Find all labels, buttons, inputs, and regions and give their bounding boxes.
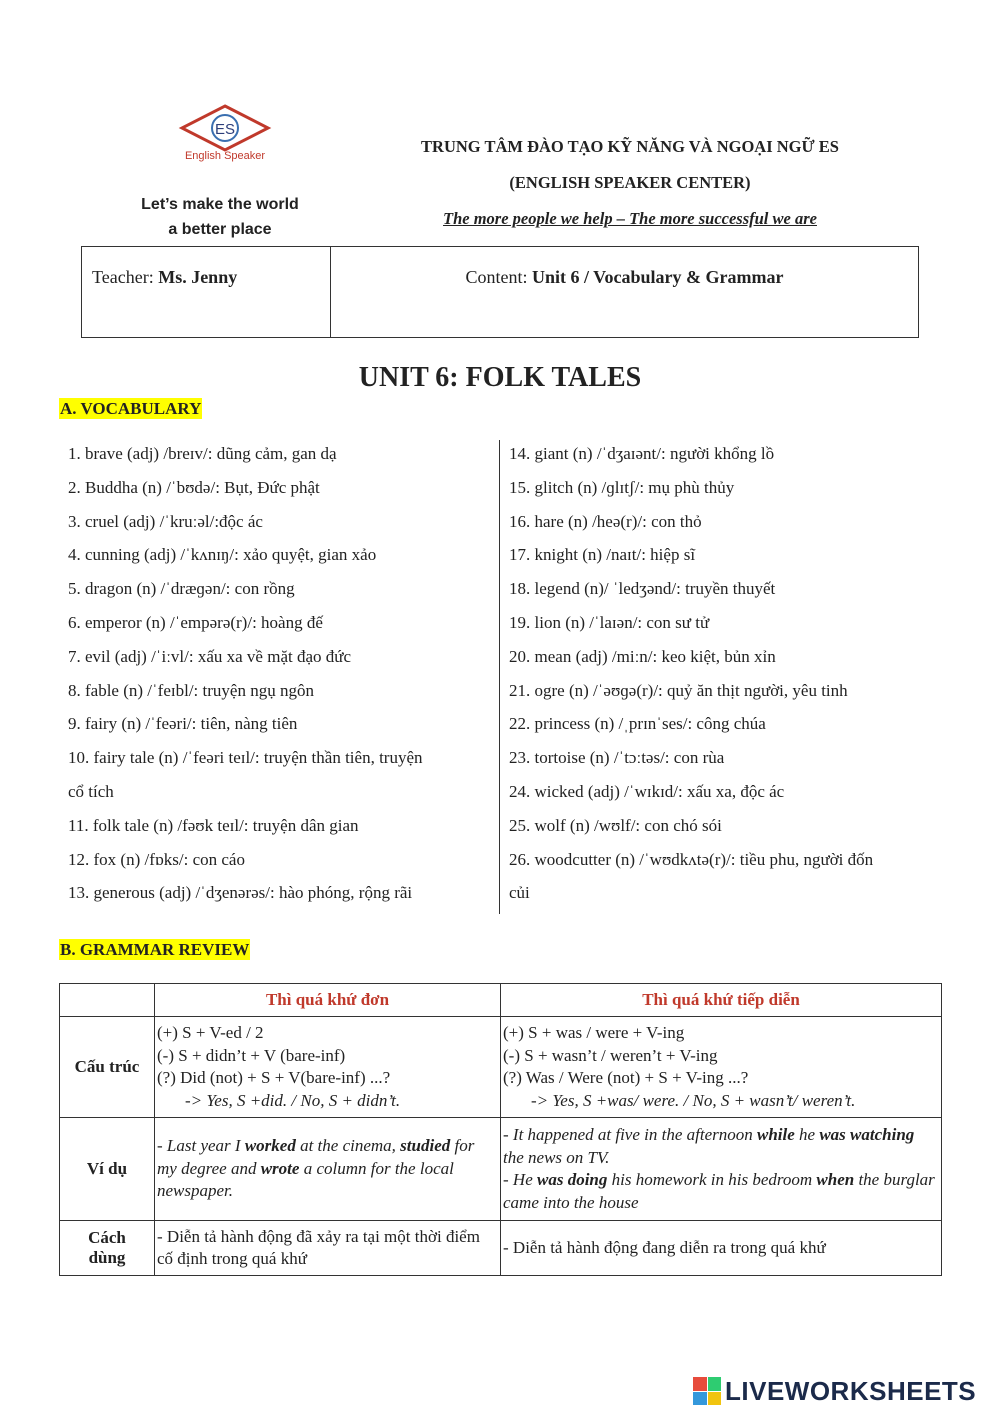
vocab-item: 12. fox (n) /fɒks/: con cáo (68, 849, 245, 869)
vocab-item: 20. mean (adj) /miːn/: keo kiệt, bủn xỉn (509, 646, 776, 666)
vocab-item: 17. knight (n) /naɪt/: hiệp sĩ (509, 545, 696, 565)
vocab-item: 4. cunning (adj) /ˈkʌnɪŋ/: xảo quyệt, gian xảo (68, 545, 377, 565)
vocab-item: 7. evil (adj) /ˈiːvl/: xấu xa về mặt đạo đức (68, 646, 352, 666)
content-cell (331, 247, 918, 337)
vocab-item: 24. wicked (adj) /ˈwɪkɪd/: xấu xa, độc ác (509, 781, 785, 801)
content-label: Content: (465, 267, 532, 287)
vocab-item: 10. fairy tale (n) /ˈfeəri teɪl/: truyện thần tiên, truyện (68, 748, 423, 768)
past-continuous-usage: - Diễn tả hành động đang diễn ra trong quá khứ (501, 1221, 942, 1276)
example-text: the burglar came into the house (503, 1170, 935, 1212)
example-row (60, 1118, 942, 1221)
example-verb: when (816, 1170, 855, 1189)
logo-square (708, 1392, 722, 1406)
logo-mark: ES (214, 121, 236, 138)
past-continuous-example (501, 1118, 942, 1221)
structure-line: (+) S + was / were + V-ing (503, 1023, 685, 1042)
teacher-cell (82, 247, 331, 337)
liveworksheets-watermark (693, 1375, 976, 1407)
structure-line: -> Yes, S +was/ were. / No, S + wasn’t/ weren’t. (531, 1090, 856, 1110)
motto: The more people we help – The more successful we are (443, 209, 817, 228)
example-text: - He (503, 1170, 537, 1189)
example-verb: wrote (260, 1158, 300, 1178)
vocab-item: 2. Buddha (n) /ˈbʊdə/: Bụt, Đức phật (68, 477, 320, 497)
grammar-heading: B. GRAMMAR REVIEW (60, 940, 250, 959)
logo-square (693, 1377, 707, 1391)
usage-row (60, 1221, 942, 1276)
vocab-item: 18. legend (n)/ ˈledʒənd/: truyền thuyết (509, 579, 776, 599)
liveworksheets-text: LIVEWORKSHEETS (725, 1375, 977, 1406)
example-text: his homework in his bedroom (607, 1170, 817, 1189)
structure-label: Cấu trúc (60, 1017, 155, 1118)
vocabulary-heading: A. VOCABULARY (60, 399, 202, 418)
structure-line: (?) Was / Were (not) + S + V-ing ...? (503, 1068, 749, 1087)
example-text: - Last year I (157, 1136, 245, 1156)
vocab-item: củi (509, 883, 530, 903)
slogan-line-1: Let’s make the world (141, 196, 299, 213)
past-continuous-structure (501, 1017, 942, 1118)
teacher-name: Ms. Jenny (158, 267, 238, 287)
example-text: the news on TV. (503, 1147, 610, 1167)
structure-line: (?) Did (not) + S + V(bare-inf) ...? (157, 1068, 391, 1087)
vocab-item: 23. tortoise (n) /ˈtɔːtəs/: con rùa (509, 748, 725, 768)
structure-line: (-) S + didn’t + V (bare-inf) (157, 1045, 346, 1065)
example-text: - It happened at five in the afternoon (503, 1125, 757, 1144)
slogan (110, 192, 330, 242)
center-name: TRUNG TÂM ĐÀO TẠO KỸ NĂNG VÀ NGOẠI NGỮ ES (421, 137, 839, 156)
logo-square (693, 1392, 707, 1406)
vocab-list-right (509, 437, 939, 910)
vocab-item: 19. lion (n) /ˈlaɪən/: con sư tử (509, 612, 710, 632)
grammar-header-row (60, 984, 942, 1017)
vocab-item: 16. hare (n) /heə(r)/: con thỏ (509, 511, 702, 531)
example-verb: studied (400, 1136, 451, 1156)
vocab-item: 21. ogre (n) /ˈəʊɡə(r)/: quỷ ăn thịt người, yêu tinh (509, 680, 848, 700)
info-box (81, 246, 919, 338)
vocab-item: 11. folk tale (n) /fəʊk teɪl/: truyện dân gian (68, 815, 359, 835)
vocab-divider (499, 440, 500, 914)
vocab-list-left (68, 437, 488, 910)
example-text: for my degree and (157, 1136, 475, 1178)
example-sentence (503, 1124, 939, 1169)
vocab-item: 9. fairy (n) /ˈfeəri/: tiên, nàng tiên (68, 714, 298, 734)
corner-cell (60, 984, 155, 1017)
vocab-item: 22. princess (n) /ˌprɪnˈses/: công chúa (509, 714, 766, 734)
structure-row (60, 1017, 942, 1118)
vocab-item: 3. cruel (adj) /ˈkruːəl/:độc ác (68, 511, 263, 531)
vocab-item: 8. fable (n) /ˈfeɪbl/: truyện ngụ ngôn (68, 680, 314, 700)
example-text: a column for the local newspaper. (157, 1158, 454, 1201)
usage-label-line: Cách (88, 1228, 126, 1247)
liveworksheets-logo-icon (693, 1377, 721, 1405)
vocab-item: 14. giant (n) /ˈdʒaɪənt/: người khổng lồ (509, 444, 775, 463)
vocab-item: 13. generous (adj) /ˈdʒenərəs/: hào phóng, rộng rãi (68, 883, 413, 903)
vocab-item: 26. woodcutter (n) /ˈwʊdkʌtə(r)/: tiều phu, người đốn (509, 849, 874, 869)
past-simple-usage: - Diễn tả hành động đã xảy ra tại một thời điểm cố định trong quá khứ (155, 1221, 501, 1276)
structure-line: (+) S + V-ed / 2 (157, 1023, 264, 1042)
structure-line: -> Yes, S +did. / No, S + didn’t. (185, 1090, 401, 1110)
past-simple-example (155, 1118, 501, 1221)
vocab-item: 5. dragon (n) /ˈdræɡən/: con rồng (68, 579, 295, 599)
past-simple-structure (155, 1017, 501, 1118)
teacher-label: Teacher: (92, 267, 159, 287)
vocab-item: 6. emperor (n) /ˈempərə(r)/: hoàng đế (68, 612, 323, 632)
example-text: at the cinema, (295, 1136, 401, 1156)
usage-label (60, 1221, 155, 1276)
center-subtitle: (ENGLISH SPEAKER CENTER) (509, 173, 751, 192)
example-verb: was doing (536, 1170, 608, 1189)
example-verb: while (757, 1125, 795, 1144)
example-text: he (794, 1125, 820, 1144)
logo-square (708, 1377, 722, 1391)
slogan-line-2: a better place (168, 221, 272, 238)
usage-label-line: dùng (88, 1248, 126, 1267)
vocab-item: 15. glitch (n) /ɡlɪtʃ/: mụ phù thủy (509, 477, 735, 497)
example-verb: worked (244, 1136, 296, 1156)
vocab-item: cổ tích (68, 781, 114, 801)
vocab-item: 25. wolf (n) /wʊlf/: con chó sói (509, 815, 722, 835)
unit-title: UNIT 6: FOLK TALES (358, 362, 642, 393)
logo-text: English Speaker (184, 150, 266, 162)
example-verb: was watching (819, 1125, 915, 1144)
past-simple-header: Thì quá khứ đơn (155, 984, 501, 1017)
grammar-table (59, 983, 942, 1276)
structure-line: (-) S + wasn’t / weren’t + V-ing (503, 1045, 718, 1065)
content-value: Unit 6 / Vocabulary & Grammar (532, 267, 784, 287)
vocab-item: 1. brave (adj) /breɪv/: dũng cảm, gan dạ (68, 444, 337, 463)
example-sentence (503, 1169, 939, 1214)
example-label: Ví dụ (60, 1118, 155, 1221)
past-continuous-header: Thì quá khứ tiếp diễn (501, 984, 942, 1017)
